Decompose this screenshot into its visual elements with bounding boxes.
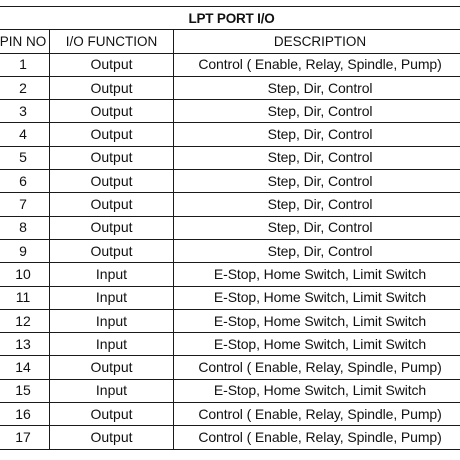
lpt-port-table-container (0, 6, 460, 450)
pin-number-cell: 5 (0, 146, 50, 169)
description-cell: E-Stop, Home Switch, Limit Switch (174, 263, 460, 286)
pin-number-cell: 12 (0, 309, 50, 332)
pin-number-cell: 15 (0, 379, 50, 402)
pin-number-cell: 17 (0, 426, 50, 449)
table-row (0, 309, 460, 332)
description-cell: E-Stop, Home Switch, Limit Switch (174, 309, 460, 332)
description-cell: Step, Dir, Control (174, 193, 460, 216)
description-cell: Step, Dir, Control (174, 170, 460, 193)
table-row (0, 76, 460, 99)
description-cell: Step, Dir, Control (174, 76, 460, 99)
table-title: LPT PORT I/O (0, 7, 460, 30)
io-function-cell: Output (50, 123, 174, 146)
io-function-cell: Output (50, 239, 174, 262)
table-row (0, 379, 460, 402)
pin-number-cell: 6 (0, 170, 50, 193)
io-function-cell: Output (50, 426, 174, 449)
table-row (0, 286, 460, 309)
table-row (0, 146, 460, 169)
pin-number-cell: 9 (0, 239, 50, 262)
description-cell: E-Stop, Home Switch, Limit Switch (174, 286, 460, 309)
table-row (0, 100, 460, 123)
pin-number-cell: 2 (0, 76, 50, 99)
io-function-cell: Output (50, 76, 174, 99)
column-header-description: DESCRIPTION (174, 30, 460, 53)
description-cell: Control ( Enable, Relay, Spindle, Pump) (174, 426, 460, 449)
table-row (0, 123, 460, 146)
pin-number-cell: 13 (0, 333, 50, 356)
column-header-pin-no: PIN NO (0, 30, 50, 53)
pin-number-cell: 8 (0, 216, 50, 239)
description-cell: Step, Dir, Control (174, 239, 460, 262)
column-header-io-function: I/O FUNCTION (50, 30, 174, 53)
description-cell: Step, Dir, Control (174, 216, 460, 239)
table-row (0, 403, 460, 426)
description-cell: Control ( Enable, Relay, Spindle, Pump) (174, 356, 460, 379)
pin-number-cell: 4 (0, 123, 50, 146)
pin-number-cell: 3 (0, 100, 50, 123)
lpt-port-table (0, 6, 460, 450)
pin-number-cell: 11 (0, 286, 50, 309)
table-title-row (0, 7, 460, 30)
io-function-cell: Input (50, 286, 174, 309)
io-function-cell: Output (50, 193, 174, 216)
pin-number-cell: 10 (0, 263, 50, 286)
table-header-row (0, 30, 460, 53)
pin-number-cell: 16 (0, 403, 50, 426)
description-cell: Step, Dir, Control (174, 146, 460, 169)
io-function-cell: Input (50, 263, 174, 286)
io-function-cell: Output (50, 170, 174, 193)
table-row (0, 333, 460, 356)
pin-number-cell: 7 (0, 193, 50, 216)
table-row (0, 356, 460, 379)
table-row (0, 426, 460, 449)
description-cell: E-Stop, Home Switch, Limit Switch (174, 379, 460, 402)
io-function-cell: Output (50, 146, 174, 169)
io-function-cell: Output (50, 356, 174, 379)
table-row (0, 170, 460, 193)
description-cell: E-Stop, Home Switch, Limit Switch (174, 333, 460, 356)
io-function-cell: Output (50, 403, 174, 426)
io-function-cell: Input (50, 333, 174, 356)
io-function-cell: Input (50, 379, 174, 402)
io-function-cell: Output (50, 216, 174, 239)
description-cell: Control ( Enable, Relay, Spindle, Pump) (174, 403, 460, 426)
description-cell: Control ( Enable, Relay, Spindle, Pump) (174, 53, 460, 76)
table-row (0, 239, 460, 262)
description-cell: Step, Dir, Control (174, 123, 460, 146)
pin-number-cell: 1 (0, 53, 50, 76)
io-function-cell: Output (50, 53, 174, 76)
table-row (0, 263, 460, 286)
io-function-cell: Output (50, 100, 174, 123)
table-row (0, 216, 460, 239)
table-row (0, 53, 460, 76)
table-body (0, 53, 460, 449)
io-function-cell: Input (50, 309, 174, 332)
table-row (0, 193, 460, 216)
pin-number-cell: 14 (0, 356, 50, 379)
description-cell: Step, Dir, Control (174, 100, 460, 123)
